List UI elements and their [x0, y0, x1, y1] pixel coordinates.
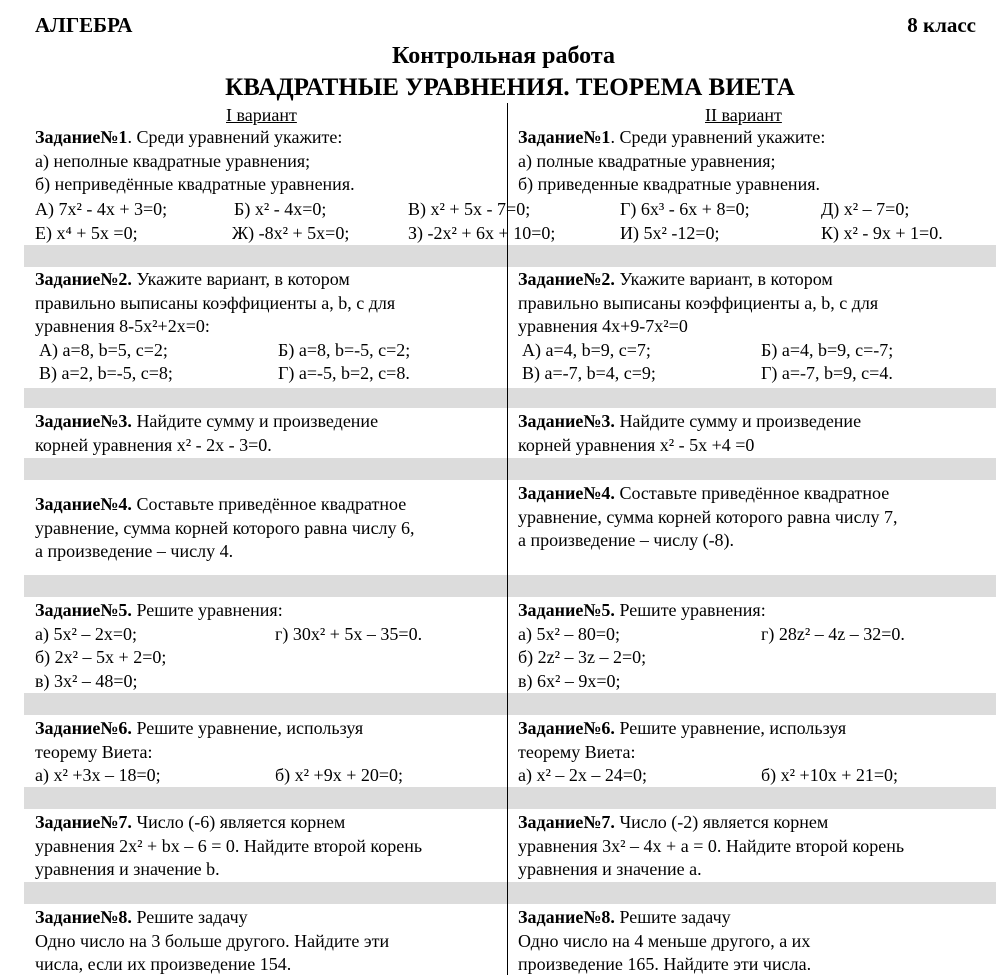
option: В) a=-7, b=4, c=9; — [522, 363, 656, 383]
task-2-v2: Задание№2. Укажите вариант, в котором правильно выписаны коэффициенты a, b, c для уравнения 4x+9-7x²=0 А) a=4, b=9, c=7; Б) a=4, b=9, c=-7; В) a=-7, b=4, c=9; Г) a=-7, b=9, c=4. — [518, 268, 996, 386]
task-part-a: а) неполные квадратные уравнения; — [35, 150, 311, 171]
option: Г) a=-5, b=2, c=8. — [278, 363, 410, 383]
task-3-v2: Задание№3. Найдите сумму и произведение корней уравнения x² - 5x +4 =0 — [518, 411, 862, 455]
task-number: Задание№6. — [35, 718, 132, 738]
task-1-v1: Задание№1. Среди уравнений укажите: а) неполные квадратные уравнения; б) неприведённые квадратные уравнения. — [35, 126, 505, 197]
task-number: Задание№8. — [518, 907, 615, 927]
equation: а) 5x² – 2x=0; — [35, 623, 138, 644]
option: З) -2x² + 6x + 10=0; — [408, 222, 556, 243]
equation: б) 2z² – 3z – 2=0; — [518, 647, 647, 667]
task-3-v1: Задание№3. Найдите сумму и произведение корней уравнения x² - 2x - 3=0. — [35, 411, 379, 455]
page-topic: КВАДРАТНЫЕ УРАВНЕНИЯ. ТЕОРЕМА ВИЕТА — [225, 74, 795, 101]
task-number: Задание№1 — [518, 127, 611, 147]
equation: а) x² +3x – 18=0; — [35, 765, 161, 785]
option: Е) x⁴ + 5x =0; — [35, 222, 138, 243]
option: Б) a=4, b=9, c=-7; — [761, 339, 894, 360]
option: Д) x² – 7=0; — [821, 199, 910, 219]
equation: б) 2x² – 5x + 2=0; — [35, 647, 167, 667]
equation: а) x² – 2x – 24=0; — [518, 765, 648, 785]
task-8-v1: Задание№8. Решите задачу Одно число на 3 больше другого. Найдите эти числа, если их произведение 154. — [35, 907, 390, 974]
separator-band — [24, 388, 996, 408]
subject-label: АЛГЕБРА — [35, 13, 133, 37]
equation: в) 6x² – 9x=0; — [518, 670, 621, 691]
separator-band — [24, 575, 996, 597]
task-part-b: б) приведенные квадратные уравнения. — [518, 174, 820, 194]
option: А) a=4, b=9, c=7; — [522, 339, 651, 360]
task-number: Задание№5. — [518, 600, 615, 620]
equation: г) 28z² – 4z – 32=0. — [761, 623, 905, 644]
task-number: Задание№4. — [518, 483, 615, 503]
option: В) a=2, b=-5, c=8; — [39, 363, 173, 383]
task-4-v2: Задание№4. Составьте приведённое квадратное уравнение, сумма корней которого равна числу 7, а произведение – числу (-8). — [518, 483, 898, 550]
option: Г) 6x³ - 6x + 8=0; — [620, 199, 750, 219]
task-5-v1: Задание№5. Решите уравнения: а) 5x² – 2x=0; г) 30x² + 5x – 35=0. б) 2x² – 5x + 2=0; в) 3x² – 48=0; — [35, 599, 505, 693]
task-1-options — [35, 198, 995, 245]
task-4-v1: Задание№4. Составьте приведённое квадратное уравнение, сумма корней которого равна числу 6, а произведение – числу 4. — [35, 494, 415, 561]
separator-band — [24, 458, 996, 480]
separator-band — [24, 882, 996, 904]
option: Г) a=-7, b=9, c=4. — [761, 363, 893, 383]
option: Б) x² - 4x=0; — [234, 199, 327, 219]
task-number: Задание№8. — [35, 907, 132, 927]
task-part-b: б) неприведённые квадратные уравнения. — [35, 174, 355, 194]
option: И) 5x² -12=0; — [620, 222, 720, 243]
variant-1-heading: I вариант — [226, 105, 297, 125]
task-number: Задание№5. — [35, 600, 132, 620]
option: Ж) -8x² + 5x=0; — [232, 222, 350, 243]
task-2-v1: Задание№2. Укажите вариант, в котором правильно выписаны коэффициенты a, b, c для уравнения 8-5x²+2x=0: А) a=8, b=5, c=2; Б) a=8, b=-5, c=2; В) a=2, b=-5, c=8; Г) a=-5, b=2, c=8. — [35, 268, 505, 386]
task-number: Задание№1 — [35, 127, 128, 147]
option: В) x² + 5x - 7=0; — [408, 199, 531, 219]
task-6-v2: Задание№6. Решите уравнение, используя теорему Виета: а) x² – 2x – 24=0; б) x² +10x + 21=0; — [518, 717, 996, 788]
task-8-v2: Задание№8. Решите задачу Одно число на 4 меньше другого, а их произведение 165. Найдите эти числа. — [518, 907, 812, 974]
task-number: Задание№2. — [35, 269, 132, 289]
task-number: Задание№4. — [35, 494, 132, 514]
separator-band — [24, 787, 996, 809]
task-number: Задание№7. — [35, 812, 132, 832]
task-7-v2: Задание№7. Число (-2) является корнем уравнения 3x² – 4x + a = 0. Найдите второй корень уравнения и значение a. — [518, 812, 905, 879]
task-number: Задание№3. — [518, 411, 615, 431]
task-number: Задание№3. — [35, 411, 132, 431]
equation: б) x² +9x + 20=0; — [275, 765, 404, 785]
separator-band — [24, 693, 996, 715]
equation: в) 3x² – 48=0; — [35, 670, 138, 691]
option: А) 7x² - 4x + 3=0; — [35, 199, 168, 219]
task-7-v1: Задание№7. Число (-6) является корнем уравнения 2x² + bx – 6 = 0. Найдите второй корень уравнения и значение b. — [35, 812, 423, 879]
option: Б) a=8, b=-5, c=2; — [278, 339, 411, 360]
task-5-v2: Задание№5. Решите уравнения: а) 5x² – 80=0; г) 28z² – 4z – 32=0. б) 2z² – 3z – 2=0; в) 6x² – 9x=0; — [518, 599, 996, 693]
variant-2-heading: II вариант — [705, 105, 782, 125]
separator-band — [24, 245, 996, 267]
page-title: Контрольная работа — [392, 43, 615, 69]
equation: г) 30x² + 5x – 35=0. — [275, 623, 423, 644]
task-1-v2: Задание№1. Среди уравнений укажите: а) полные квадратные уравнения; б) приведенные квадратные уравнения. — [518, 126, 996, 197]
task-part-a: а) полные квадратные уравнения; — [518, 150, 776, 171]
task-number: Задание№2. — [518, 269, 615, 289]
equation: б) x² +10x + 21=0; — [761, 765, 899, 785]
grade-label: 8 класс — [907, 13, 976, 37]
option: К) x² - 9x + 1=0. — [821, 222, 943, 243]
task-number: Задание№6. — [518, 718, 615, 738]
option: А) a=8, b=5, c=2; — [39, 339, 168, 360]
task-6-v1: Задание№6. Решите уравнение, используя теорему Виета: а) x² +3x – 18=0; б) x² +9x + 20=0; — [35, 717, 505, 788]
equation: а) 5x² – 80=0; — [518, 623, 621, 644]
task-number: Задание№7. — [518, 812, 615, 832]
